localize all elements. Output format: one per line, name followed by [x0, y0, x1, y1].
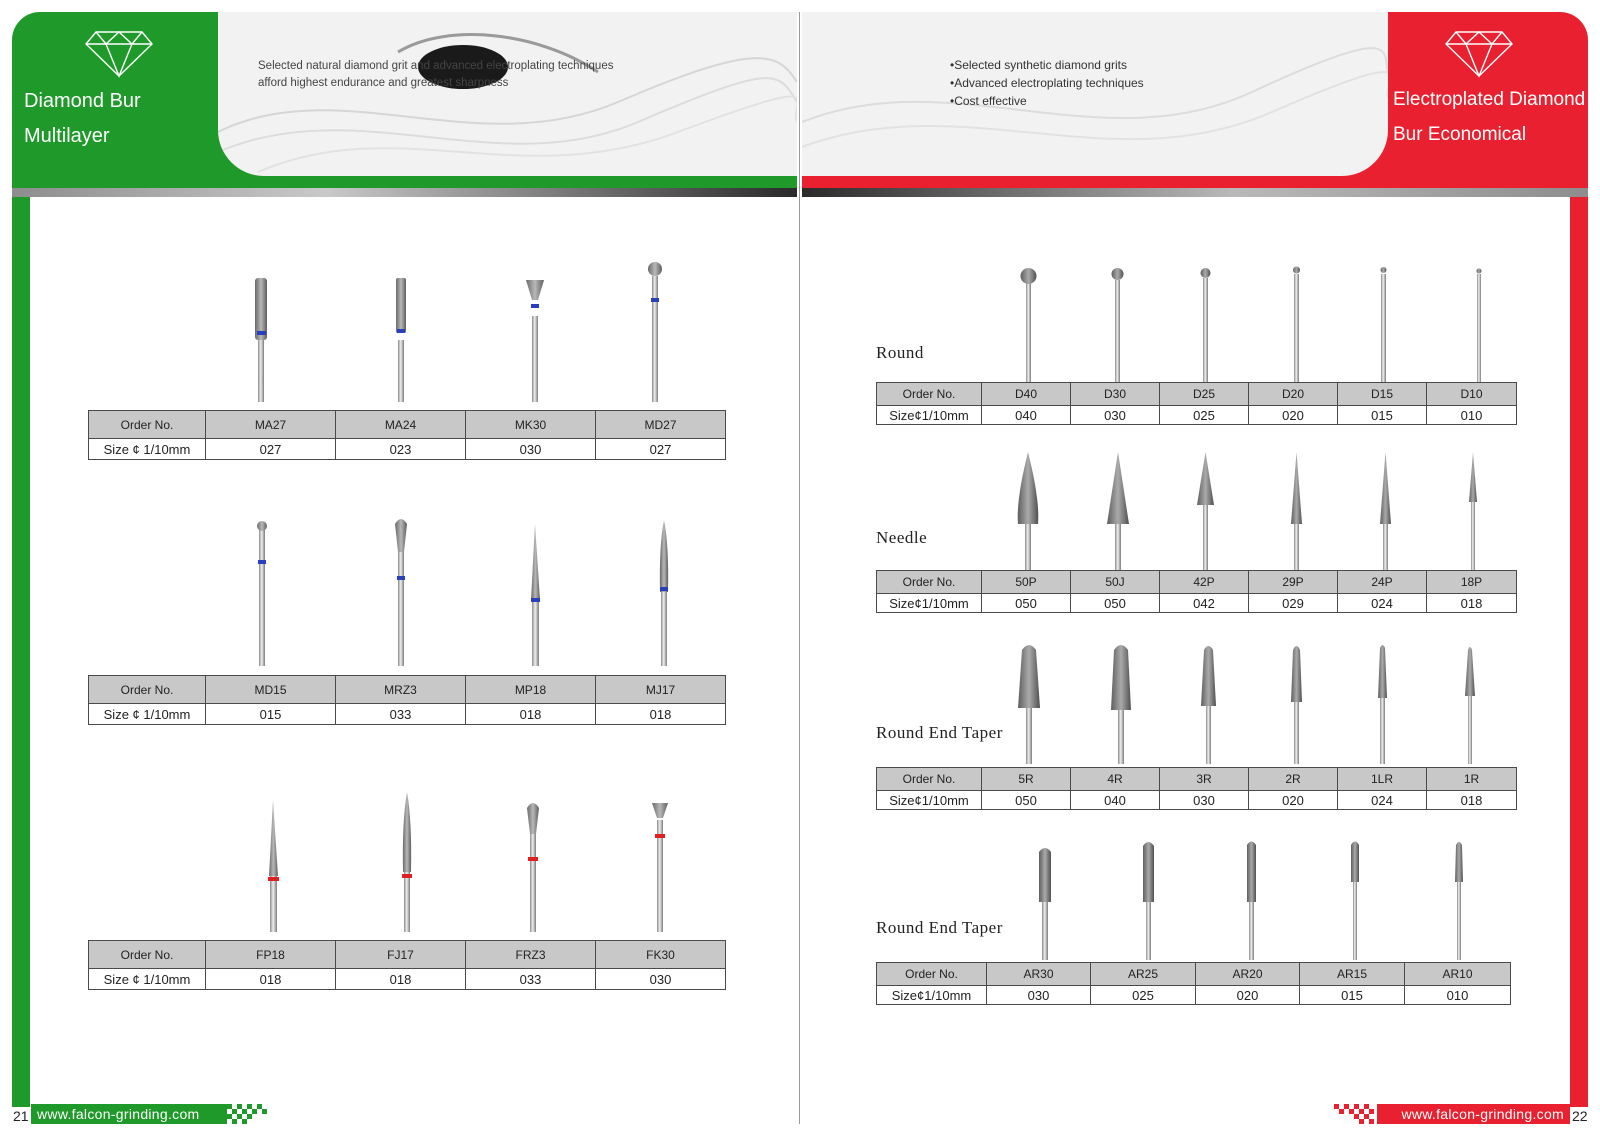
bur-image-d30: [1112, 268, 1124, 382]
left-page-title: Diamond Bur Multilayer: [24, 90, 141, 147]
order-no-label: Order No.: [877, 383, 982, 406]
order-code: 2R: [1249, 768, 1338, 791]
order-code: D25: [1160, 383, 1249, 406]
bur-image-fj17: [402, 792, 412, 932]
round-end-taper-table: [876, 767, 1517, 810]
bur-image-ar10: [1455, 842, 1463, 960]
bur-image-1r: [1465, 647, 1475, 764]
order-code: FRZ3: [466, 941, 596, 969]
bur-image-md27: [648, 262, 662, 402]
order-code: D15: [1338, 383, 1427, 406]
order-code: D40: [982, 383, 1071, 406]
size-value: 025: [1091, 986, 1196, 1005]
size-value: 018: [466, 704, 596, 725]
left-bur-illustrations: [0, 0, 800, 1100]
size-value: 015: [1300, 986, 1405, 1005]
bur-image-3r: [1201, 646, 1216, 764]
bur-image-5r: [1018, 645, 1040, 764]
size-value: 020: [1249, 406, 1338, 425]
section-label-needle: Needle: [876, 528, 928, 547]
bur-image-ar30: [1039, 848, 1051, 960]
size-value: 025: [1160, 406, 1249, 425]
bullet-item: • Cost effective: [950, 92, 1144, 110]
bur-image-d15: [1381, 267, 1387, 382]
order-no-label: Order No.: [877, 571, 982, 594]
size-label: Size ¢ 1/10mm: [89, 704, 206, 725]
section-label-round: Round: [876, 343, 924, 362]
bur-image-d20: [1293, 267, 1300, 383]
order-code: AR30: [987, 963, 1091, 986]
bur-image-fk30: [652, 803, 668, 932]
size-label: Size¢1/10mm: [877, 986, 987, 1005]
bur-image-mj17: [660, 520, 668, 666]
bur-image-fp18: [268, 800, 279, 932]
size-label: Size¢1/10mm: [877, 594, 982, 613]
size-value: 023: [336, 439, 466, 460]
order-code: 18P: [1427, 571, 1517, 594]
bur-image-d10: [1477, 269, 1482, 383]
size-value: 033: [466, 969, 596, 990]
order-code: MJ17: [596, 676, 726, 704]
size-label: Size ¢ 1/10mm: [89, 439, 206, 460]
order-code: AR25: [1091, 963, 1196, 986]
checker-pattern-right: [1332, 1104, 1374, 1124]
bur-image-ar15: [1351, 842, 1359, 961]
size-label: Size ¢ 1/10mm: [89, 969, 206, 990]
size-value: 020: [1249, 791, 1338, 810]
size-value: 018: [1427, 791, 1517, 810]
size-value: 050: [982, 791, 1071, 810]
order-code: AR20: [1196, 963, 1300, 986]
size-value: 015: [206, 704, 336, 725]
size-value: 018: [336, 969, 466, 990]
size-value: 030: [987, 986, 1091, 1005]
order-code: FP18: [206, 941, 336, 969]
bur-image-mrz3: [395, 519, 407, 666]
page-number-right: 22: [1572, 1108, 1588, 1124]
bur-image-d25: [1201, 268, 1211, 382]
order-code: MD15: [206, 676, 336, 704]
website-link-right[interactable]: www.falcon-grinding.com: [1377, 1104, 1570, 1124]
order-code: 3R: [1160, 768, 1249, 791]
bur-image-ar25: [1143, 842, 1154, 960]
size-value: 024: [1338, 594, 1427, 613]
size-label: Size¢1/10mm: [877, 406, 982, 425]
bur-image-mk30: [526, 280, 544, 402]
right-side-stripe: [1570, 197, 1588, 1107]
bur-image-50j: [1107, 452, 1129, 570]
bur-image-mp18: [531, 524, 540, 666]
website-link-left[interactable]: www.falcon-grinding.com: [31, 1104, 227, 1124]
size-value: 040: [1071, 791, 1160, 810]
bur-image-ma24: [396, 278, 406, 402]
size-label: Size¢1/10mm: [877, 791, 982, 810]
bur-table-2: [88, 675, 726, 725]
order-code: MD27: [596, 411, 726, 439]
bur-image-29p: [1291, 452, 1302, 570]
size-value: 030: [1071, 406, 1160, 425]
order-code: FK30: [596, 941, 726, 969]
size-value: 010: [1405, 986, 1511, 1005]
order-code: MRZ3: [336, 676, 466, 704]
size-value: 010: [1427, 406, 1517, 425]
order-no-label: Order No.: [89, 676, 206, 704]
bur-image-18p: [1469, 452, 1477, 570]
size-value: 030: [1160, 791, 1249, 810]
order-code: MP18: [466, 676, 596, 704]
size-value: 018: [206, 969, 336, 990]
order-code: 4R: [1071, 768, 1160, 791]
bur-image-ar20: [1247, 842, 1256, 961]
bur-table-1: [88, 410, 726, 460]
order-no-label: Order No.: [89, 411, 206, 439]
order-code: 1LR: [1338, 768, 1427, 791]
ar-table: [876, 962, 1511, 1005]
size-value: 020: [1196, 986, 1300, 1005]
size-value: 033: [336, 704, 466, 725]
order-code: 29P: [1249, 571, 1338, 594]
order-code: AR15: [1300, 963, 1405, 986]
size-value: 027: [206, 439, 336, 460]
bur-image-50p: [1018, 452, 1039, 570]
round-table: [876, 382, 1517, 425]
bur-image-4r: [1111, 645, 1131, 764]
bur-image-frz3: [527, 803, 539, 932]
order-code: MA24: [336, 411, 466, 439]
order-code: 5R: [982, 768, 1071, 791]
size-value: 050: [1071, 594, 1160, 613]
bur-table-3: [88, 940, 726, 990]
order-no-label: Order No.: [877, 963, 987, 986]
size-value: 030: [596, 969, 726, 990]
section-label-round-end-taper: Round End Taper: [876, 723, 1003, 742]
order-code: 1R: [1427, 768, 1517, 791]
order-code: MK30: [466, 411, 596, 439]
size-value: 029: [1249, 594, 1338, 613]
bur-image-ma27: [255, 278, 267, 402]
bur-image-md15: [257, 521, 267, 666]
order-code: D10: [1427, 383, 1517, 406]
order-no-label: Order No.: [89, 941, 206, 969]
order-code: D30: [1071, 383, 1160, 406]
order-code: MA27: [206, 411, 336, 439]
right-page-title: Electroplated Diamond Bur Economical: [1393, 89, 1586, 145]
order-code: 50J: [1071, 571, 1160, 594]
bullet-item: • Advanced electroplating techniques: [950, 74, 1144, 92]
bur-image-1lr: [1378, 645, 1387, 764]
needle-table: [876, 570, 1517, 613]
size-value: 024: [1338, 791, 1427, 810]
size-value: 030: [466, 439, 596, 460]
bur-image-42p: [1197, 452, 1214, 570]
order-code: 24P: [1338, 571, 1427, 594]
bur-image-24p: [1380, 452, 1391, 570]
size-value: 050: [982, 594, 1071, 613]
bur-image-d40: [1021, 268, 1037, 382]
size-value: 018: [596, 704, 726, 725]
order-code: D20: [1249, 383, 1338, 406]
page-number-left: 21: [13, 1108, 29, 1124]
bur-image-2r: [1291, 646, 1302, 764]
size-value: 018: [1427, 594, 1517, 613]
size-value: 040: [982, 406, 1071, 425]
size-value: 027: [596, 439, 726, 460]
left-tagline: Selected natural diamond grit and advanced electroplating techniques afford highest endurance and greatest sharpness: [258, 60, 614, 89]
size-value: 015: [1338, 406, 1427, 425]
section-label-round-end-taper-ar: Round End Taper: [876, 918, 1003, 937]
checker-pattern-left: [227, 1104, 269, 1124]
order-code: 42P: [1160, 571, 1249, 594]
size-value: 042: [1160, 594, 1249, 613]
order-code: FJ17: [336, 941, 466, 969]
order-code: AR10: [1405, 963, 1511, 986]
order-no-label: Order No.: [877, 768, 982, 791]
bullet-item: • Selected synthetic diamond grits: [950, 56, 1144, 74]
order-code: 50P: [982, 571, 1071, 594]
